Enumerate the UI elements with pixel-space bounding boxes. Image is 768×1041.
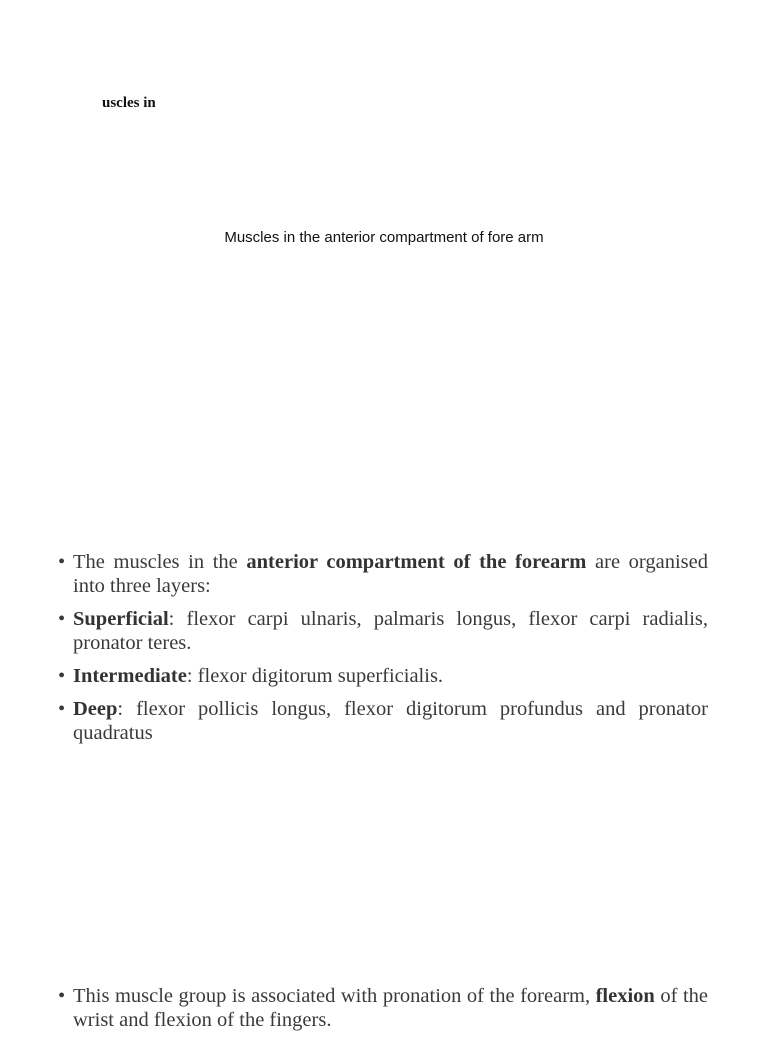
bullet-dot: • (58, 985, 66, 1007)
bullet-text-bold: flexion (595, 985, 655, 1007)
function-bullet-list (58, 984, 708, 1041)
bullet-text-post: : flexor pollicis longus, flexor digitorum profundus and pronator quadratus (73, 698, 708, 744)
bullet-text-bold: Intermediate (73, 665, 187, 687)
bullet-intermediate (58, 664, 708, 688)
bullet-text-pre: The muscles in the (73, 551, 247, 573)
bullet-text-post: : flexor carpi ulnaris, palmaris longus, flexor carpi radialis, pronator teres. (73, 608, 708, 654)
bullet-dot: • (58, 698, 66, 720)
bullet-deep (58, 697, 708, 745)
bullet-dot: • (58, 608, 66, 630)
bullet-superficial (58, 607, 708, 655)
bullet-text-bold: anterior compartment of the forearm (246, 551, 587, 573)
bullet-text-bold: Superficial (73, 608, 169, 630)
bullet-dot: • (58, 551, 66, 573)
bullet-text-post: : flexor digitorum superficialis. (186, 665, 444, 687)
layers-bullet-list (58, 550, 708, 754)
slide-subtitle: Muscles in the anterior compartment of fore arm (224, 229, 544, 246)
bullet-layers-intro (58, 550, 708, 598)
bullet-text-pre: This muscle group is associated with pronation of the forearm, (73, 985, 596, 1007)
bullet-text-bold: Deep (73, 698, 118, 720)
bullet-function (58, 984, 708, 1032)
bullet-text-post: are organised into three layers: (73, 551, 708, 597)
heading-fragment: uscles in (102, 95, 156, 111)
bullet-text-post: of the wrist and flexion of the fingers. (73, 985, 708, 1031)
bullet-dot: • (58, 665, 66, 687)
